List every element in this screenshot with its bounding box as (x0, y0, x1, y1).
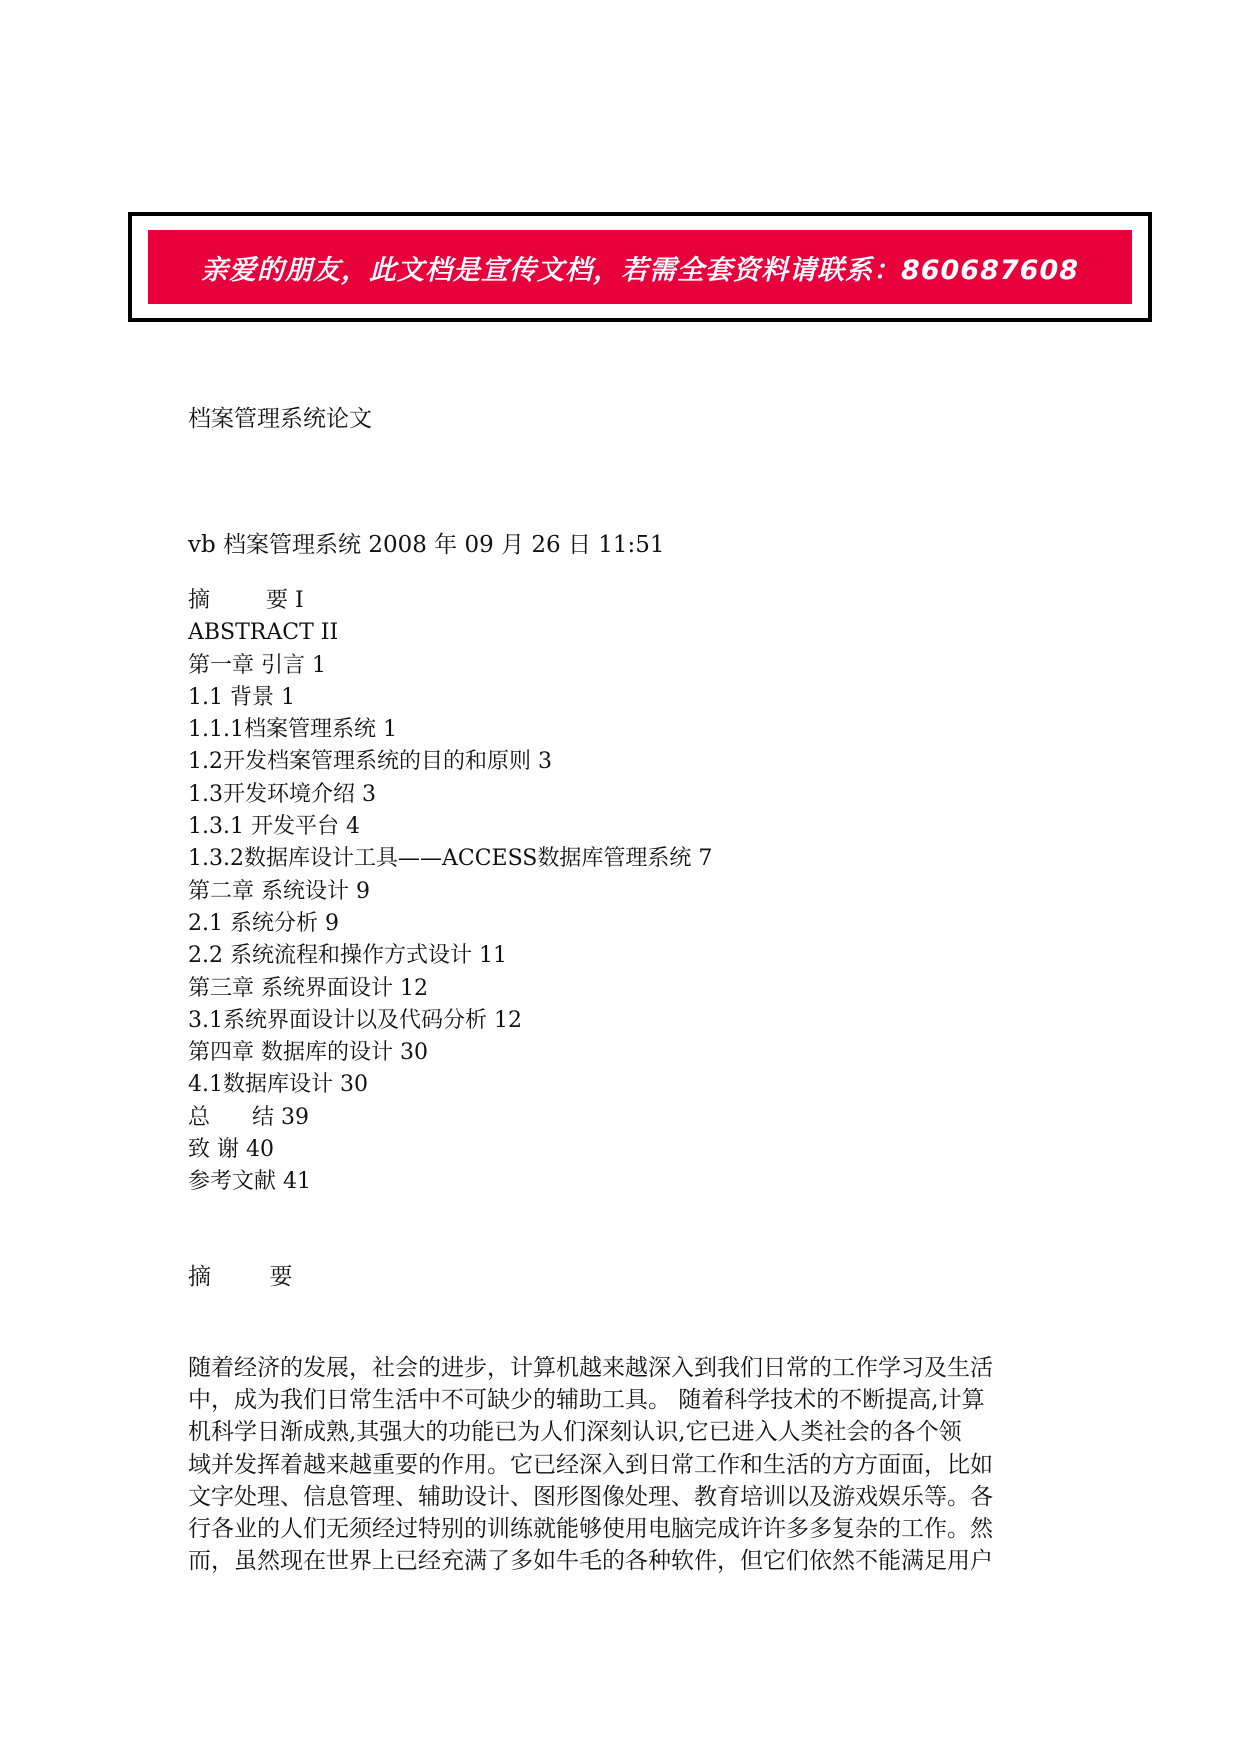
promo-banner-fill (148, 230, 1132, 304)
paragraph-line: 随着经济的发展，社会的进步，计算机越来越深入到我们日常的工作学习及生活 (188, 1355, 993, 1381)
promo-banner-text: 亲爱的朋友，此文档是宣传文档，若需全套资料请联系：860687608 (200, 254, 1080, 286)
toc-entry: 第三章 系统界面设计 12 (188, 975, 428, 1001)
toc-entry: 2.2 系统流程和操作方式设计 11 (188, 943, 507, 969)
toc-entry: 参考文献 41 (188, 1169, 311, 1195)
table-of-contents (188, 585, 712, 1199)
toc-entry: 4.1数据库设计 30 (188, 1072, 368, 1098)
toc-entry: ABSTRACT II (188, 620, 339, 646)
paragraph-line: 机科学日渐成熟,其强大的功能已为人们深刻认识,它已进入人类社会的各个领 (188, 1419, 962, 1446)
toc-entry: 1.3.2数据库设计工具——ACCESS数据库管理系统 7 (188, 846, 713, 872)
toc-entry: 1.3.1 开发平台 4 (188, 814, 360, 840)
toc-entry: 第一章 引言 1 (188, 652, 326, 678)
toc-entry: 摘 要 I (188, 588, 304, 613)
toc-entry: 第二章 系统设计 9 (188, 878, 370, 904)
paragraph-line: 中，成为我们日常生活中不可缺少的辅助工具。 随着科学技术的不断提高,计算 (188, 1387, 985, 1414)
paragraph-line: 域并发挥着越来越重要的作用。它已经深入到日常工作和生活的方方面面，比如 (188, 1451, 993, 1478)
document-title: 档案管理系统论文 (188, 406, 372, 432)
toc-entry: 1.3开发环境介绍 3 (188, 781, 376, 807)
toc-entry: 3.1系统界面设计以及代码分析 12 (188, 1007, 522, 1033)
paragraph-line: 文字处理、信息管理、辅助设计、图形图像处理、教育培训以及游戏娱乐等。各 (188, 1483, 993, 1510)
paragraph-line: 而，虽然现在世界上已经充满了多如牛毛的各种软件，但它们依然不能满足用户 (188, 1548, 993, 1575)
abstract-heading: 摘 要 (188, 1264, 293, 1290)
toc-entry: 1.1 背景 1 (188, 684, 295, 710)
promo-banner (128, 212, 1152, 322)
paragraph-line: 行各业的人们无须经过特别的训练就能够使用电脑完成许许多多复杂的工作。然 (188, 1515, 993, 1542)
abstract-paragraph (188, 1352, 1060, 1577)
document-meta: vb 档案管理系统 2008 年 09 月 26 日 11:51 (188, 532, 665, 558)
toc-entry: 总 结 39 (188, 1104, 309, 1130)
toc-entry: 1.1.1档案管理系统 1 (188, 717, 397, 743)
toc-entry: 2.1 系统分析 9 (188, 910, 339, 936)
toc-entry: 第四章 数据库的设计 30 (188, 1040, 428, 1066)
toc-entry: 致 谢 40 (188, 1137, 274, 1163)
toc-entry: 1.2开发档案管理系统的目的和原则 3 (188, 749, 552, 775)
